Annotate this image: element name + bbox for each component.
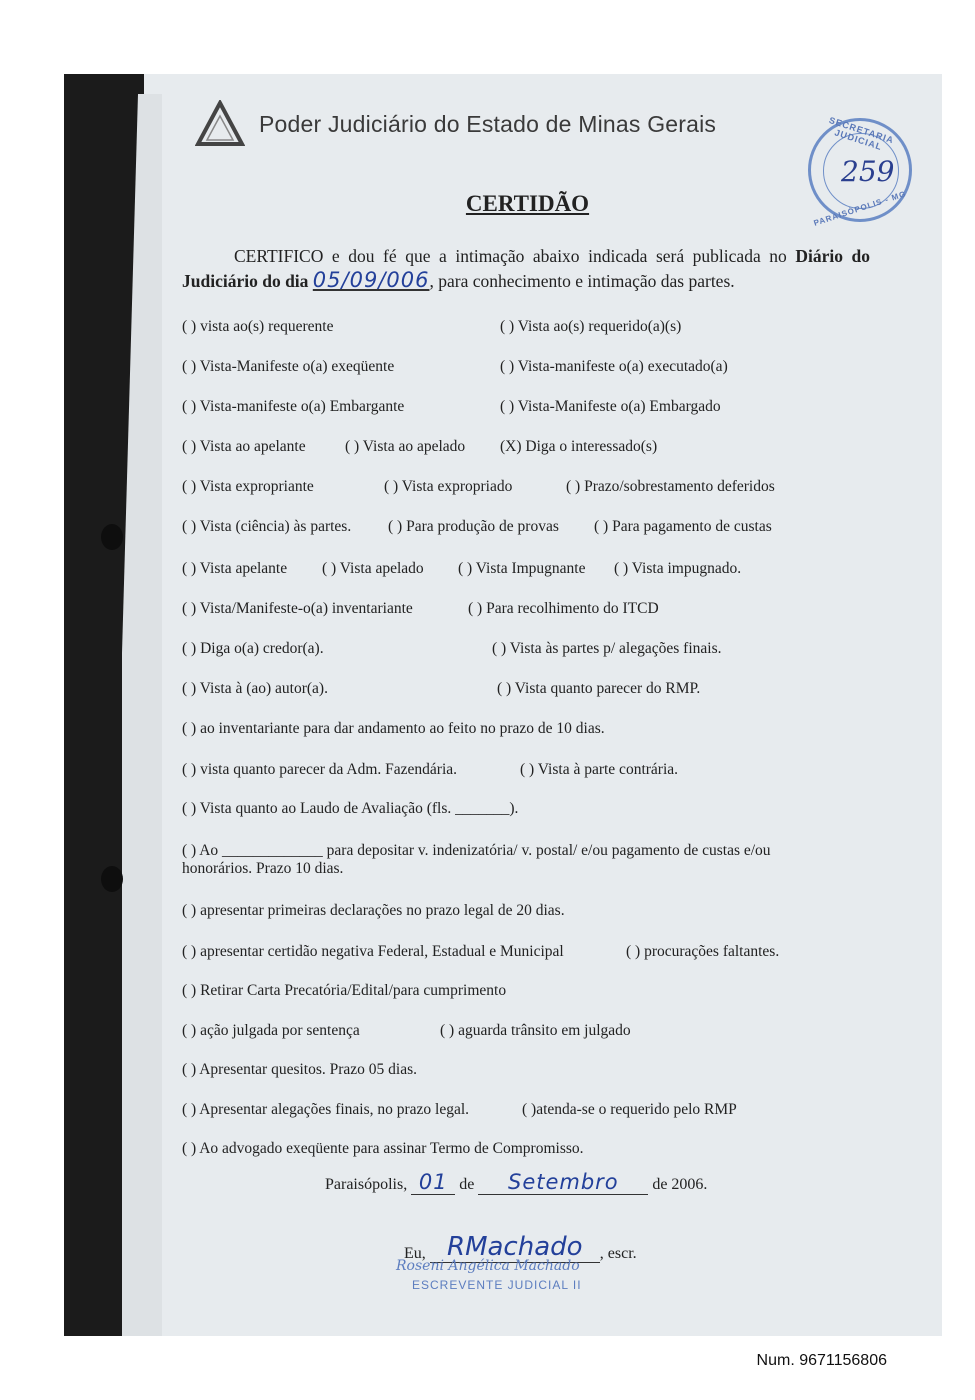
option-item: ( ) aguarda trânsito em julgado: [440, 1022, 631, 1039]
date-de: de: [459, 1176, 475, 1193]
intro-end: , para conhecimento e intimação das partes.: [429, 271, 735, 291]
seal-top-text: SECRETARIA JUDICIAL: [827, 115, 896, 153]
date-day: 01: [411, 1170, 455, 1195]
option-item: ( ) Vista expropriante: [182, 478, 314, 495]
option-item: ( ) Vista expropriado: [384, 478, 513, 495]
date-year: de 2006.: [652, 1176, 708, 1193]
intro-bold: Diário do Judiciário do dia: [182, 246, 870, 291]
option-item: ( ) Diga o(a) credor(a).: [182, 640, 324, 657]
option-item: ( ) Retirar Carta Precatória/Edital/para cumprimento: [182, 982, 507, 999]
seal-bottom-text: PARAISÓPOLIS - MG: [812, 189, 908, 228]
stamp-name: Roseni Angélica Machado: [396, 1258, 580, 1274]
option-item: ( ) Vista apelante: [182, 560, 288, 577]
option-item: ( ) Vista-Manifeste o(a) exeqüente: [182, 358, 395, 375]
intro-paragraph: [182, 244, 870, 293]
option-item: ( ) Apresentar alegações finais, no prazo legal.: [182, 1101, 470, 1118]
option-item: ( ) Para pagamento de custas: [594, 518, 772, 535]
date-line: [325, 1170, 707, 1195]
option-item: ( ) Vista ao apelado: [345, 438, 466, 455]
option-item: ( ) Ao advogado exeqüente para assinar Termo de Compromisso.: [182, 1140, 584, 1157]
page-number-handwritten: 259: [841, 155, 895, 188]
option-item: ( ) Vista/Manifeste-o(a) inventariante: [182, 600, 413, 617]
date-month: Setembro: [478, 1170, 648, 1195]
option-item: ( ) Apresentar quesitos. Prazo 05 dias.: [182, 1061, 418, 1078]
option-item: ( ) Vista-manifeste o(a) executado(a): [500, 358, 728, 375]
option-item: ( )atenda-se o requerido pelo RMP: [522, 1101, 737, 1118]
option-item: ( ) ação julgada por sentença: [182, 1022, 360, 1039]
option-item: ( ) Vista-manifeste o(a) Embargante: [182, 398, 405, 415]
option-item: ( ) Ao _____________ para depositar v. indenizatória/ v. postal/ e/ou pagamento de custas e/ou: [182, 842, 771, 859]
option-item: ( ) vista quanto parecer da Adm. Fazendária.: [182, 761, 458, 778]
document-title: CERTIDÃO: [465, 191, 590, 216]
intro-lead: CERTIFICO e dou fé que a intimação abaixo indicada será publicada no: [234, 246, 787, 266]
option-item: ( ) Vista Impugnante: [458, 560, 586, 577]
publication-date: 05/09/006: [312, 268, 430, 292]
escr-label: , escr.: [599, 1245, 637, 1262]
signature: RMachado: [430, 1232, 600, 1263]
option-item: ( ) Vista quanto parecer do RMP.: [497, 680, 701, 697]
paper-edge-fold: [122, 94, 162, 1336]
option-item: ( ) Vista (ciência) às partes.: [182, 518, 352, 535]
option-item: ( ) Vista à parte contrária.: [520, 761, 679, 778]
option-item: ( ) apresentar primeiras declarações no prazo legal de 20 dias.: [182, 902, 565, 919]
option-item: (X) Diga o interessado(s): [500, 438, 658, 455]
option-item: ( ) vista ao(s) requerente: [182, 318, 334, 335]
option-item: ( ) apresentar certidão negativa Federal, Estadual e Municipal: [182, 943, 564, 960]
place-label: Paraisópolis,: [325, 1176, 408, 1193]
court-logo-icon: [195, 100, 245, 148]
option-item: ( ) Para recolhimento do ITCD: [468, 600, 659, 617]
option-item: ( ) Vista à (ao) autor(a).: [182, 680, 328, 697]
punch-hole: [101, 524, 123, 550]
court-name: Poder Judiciário do Estado de Minas Gerais: [259, 110, 717, 137]
option-item: ( ) Vista-Manifeste o(a) Embargado: [500, 398, 721, 415]
option-item: ( ) Vista apelado: [322, 560, 424, 577]
option-item: ( ) Vista ao(s) requerido(a)(s): [500, 318, 682, 335]
document-number: Num. 9671156806: [756, 1352, 887, 1369]
option-item: ( ) Prazo/sobrestamento deferidos: [566, 478, 775, 495]
option-item: ( ) Vista impugnado.: [614, 560, 742, 577]
option-item: ( ) Vista quanto ao Laudo de Avaliação (fls. _______).: [182, 800, 519, 817]
option-item: ( ) ao inventariante para dar andamento ao feito no prazo de 10 dias.: [182, 720, 605, 737]
stamp-role: ESCREVENTE JUDICIAL II: [412, 1278, 582, 1292]
option-item: honorários. Prazo 10 dias.: [182, 860, 344, 877]
punch-hole: [101, 866, 123, 892]
option-item: ( ) Para produção de provas: [388, 518, 559, 535]
eu-label: Eu,: [404, 1245, 426, 1262]
option-item: ( ) Vista ao apelante: [182, 438, 306, 455]
court-header: [195, 100, 716, 148]
option-item: ( ) procurações faltantes.: [626, 943, 780, 960]
document-title-wrap: [0, 191, 975, 217]
option-item: ( ) Vista às partes p/ alegações finais.: [492, 640, 722, 657]
